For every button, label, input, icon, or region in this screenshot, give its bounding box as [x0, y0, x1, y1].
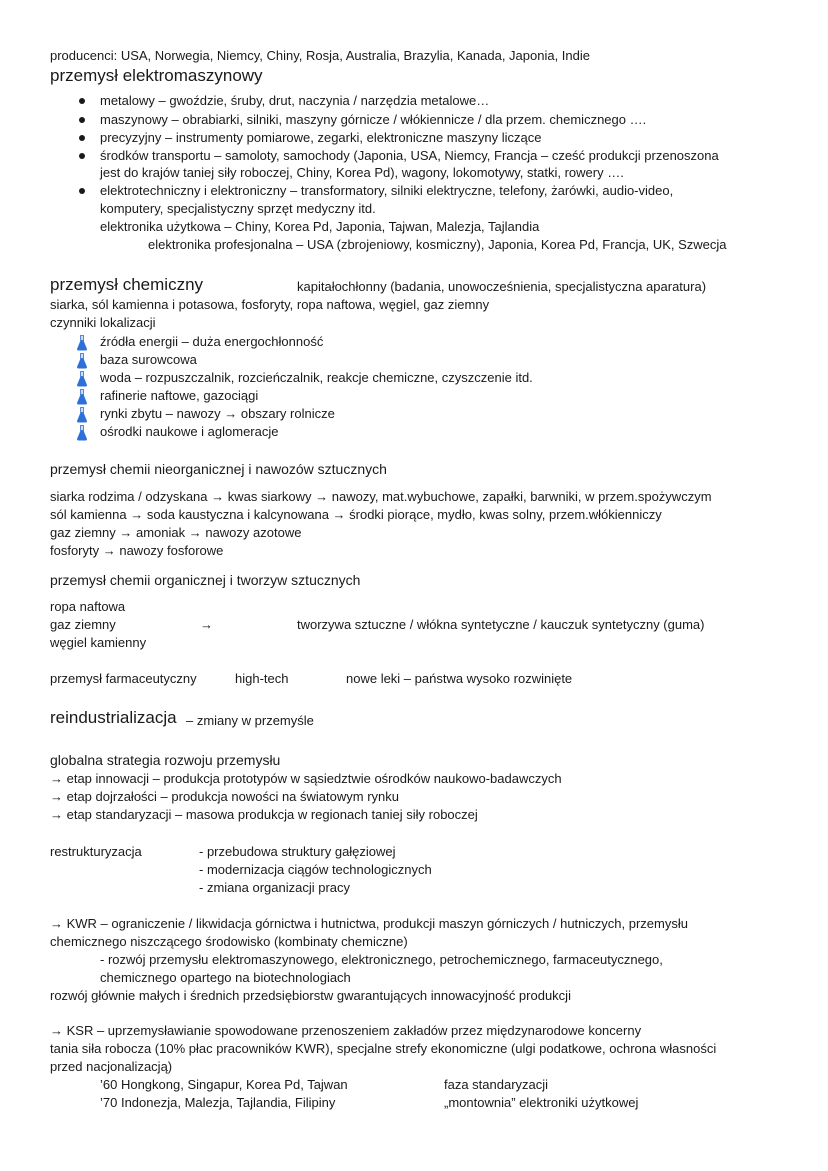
- electromech-subitem: elektronika użytkowa – Chiny, Korea Pd, Japonia, Tajwan, Malezja, Tajlandia: [100, 219, 540, 234]
- pharma-note: nowe leki – państwa wysoko rozwinięte: [346, 671, 573, 686]
- flask-icon: [76, 371, 88, 387]
- flask-icon: [76, 335, 88, 351]
- flask-icon: [76, 407, 88, 423]
- kwr-line: → KWR – ograniczenie / likwidacja górnictwa i hutnictwa, produkcji maszyn górniczych / hutniczych, przemysłu: [50, 916, 688, 931]
- factors-label: czynniki lokalizacji: [50, 315, 156, 330]
- electromech-item: metalowy – gwoździe, śruby, drut, naczynia / narzędzia metalowe…: [100, 93, 490, 108]
- restructuring-item: - modernizacja ciągów technologicznych: [199, 862, 432, 877]
- organic-input: ropa naftowa: [50, 599, 126, 614]
- ksr-row-right: faza standaryzacji: [444, 1077, 549, 1092]
- organic-arrow: →: [200, 617, 213, 632]
- ksr-row-left: ’60 Hongkong, Singapur, Korea Pd, Tajwan: [100, 1077, 348, 1092]
- ksr-line: tania siła robocza (10% płac pracowników KWR), specjalne strefy ekonomiczne (ulgi podatkowe, ochrona własności: [50, 1041, 717, 1056]
- factor-item: baza surowcowa: [100, 352, 197, 367]
- electromech-heading: przemysł elektromaszynowy: [50, 66, 263, 85]
- restructuring-item: - przebudowa struktury gałęziowej: [199, 844, 396, 859]
- kwr-line: chemicznego opartego na biotechnologiach: [100, 970, 351, 985]
- electromech-item: elektrotechniczny i elektroniczny – transformatory, silniki elektryczne, telefony, żarówki, audio-video,: [100, 183, 674, 198]
- organic-input: gaz ziemny: [50, 617, 116, 632]
- chemical-raw-materials: siarka, sól kamienna i potasowa, fosforyty, ropa naftowa, węgiel, gaz ziemny: [50, 297, 490, 312]
- organic-heading: przemysł chemii organicznej i tworzyw sztucznych: [50, 572, 361, 588]
- ksr-line: przed nacjonalizacją): [50, 1059, 173, 1074]
- chemical-note: kapitałochłonny (badania, unowocześnienia, specjalistyczna aparatura): [297, 279, 707, 294]
- organic-output: tworzywa sztuczne / włókna syntetyczne / kauczuk syntetyczny (guma): [297, 617, 705, 632]
- flask-icon: [76, 353, 88, 369]
- ksr-line: → KSR – uprzemysławianie spowodowane przenoszeniem zakładów przez międzynarodowe koncerny: [50, 1023, 642, 1038]
- pharma-tag: high-tech: [235, 671, 289, 686]
- electromech-item-cont: komputery, specjalistyczny sprzęt medyczny itd.: [100, 201, 376, 216]
- inorganic-line: siarka rodzima / odzyskana → kwas siarkowy → nawozy, mat.wybuchowe, zapałki, barwniki, w przem.spożywczym: [50, 489, 712, 504]
- kwr-line: - rozwój przemysłu elektromaszynowego, elektronicznego, petrochemicznego, farmaceutycznego,: [100, 952, 663, 967]
- organic-input: węgiel kamienny: [50, 635, 147, 650]
- inorganic-line: gaz ziemny → amoniak → nawozy azotowe: [50, 525, 302, 540]
- factor-item: rafinerie naftowe, gazociągi: [100, 388, 259, 403]
- ksr-row-right: „montownia” elektroniki użytkowej: [444, 1095, 639, 1110]
- bullet: [79, 188, 85, 194]
- reindustrialization-heading: reindustrializacja: [50, 708, 177, 727]
- strategy-heading: globalna strategia rozwoju przemysłu: [50, 752, 281, 768]
- ksr-row-left: ’70 Indonezja, Malezja, Tajlandia, Filipiny: [100, 1095, 336, 1110]
- factor-item: ośrodki naukowe i aglomeracje: [100, 424, 279, 439]
- bullet: [79, 98, 85, 104]
- electromech-item-cont: jest do krajów taniej siły roboczej, Chiny, Korea Pd), wagony, lokomotywy, statki, rowery ….: [100, 165, 624, 180]
- factor-item: rynki zbytu – nawozy → obszary rolnicze: [100, 406, 335, 421]
- restructuring-label: restrukturyzacja: [50, 844, 142, 859]
- strategy-item: → etap innowacji – produkcja prototypów w sąsiedztwie ośrodków naukowo-badawczych: [50, 771, 562, 786]
- strategy-item: → etap dojrzałości – produkcja nowości na światowym rynku: [50, 789, 399, 804]
- producers-line: producenci: USA, Norwegia, Niemcy, Chiny, Rosja, Australia, Brazylia, Kanada, Japonia, Indie: [50, 48, 591, 63]
- flask-icon: [76, 389, 88, 405]
- electromech-item: maszynowy – obrabiarki, silniki, maszyny górnicze / włókiennicze / dla przem. chemicznego ….: [100, 112, 647, 127]
- inorganic-line: sól kamienna → soda kaustyczna i kalcynowana → środki piorące, mydło, kwas solny, przem.włókienniczy: [50, 507, 662, 522]
- pharma-label: przemysł farmaceutyczny: [50, 671, 197, 686]
- restructuring-item: - zmiana organizacji pracy: [199, 880, 351, 895]
- electromech-subitem: elektronika profesjonalna – USA (zbrojeniowy, kosmiczny), Japonia, Korea Pd, Francja, UK, Szwecja: [148, 237, 727, 252]
- inorganic-heading: przemysł chemii nieorganicznej i nawozów sztucznych: [50, 461, 387, 477]
- bullet: [79, 153, 85, 159]
- bullet: [79, 135, 85, 141]
- inorganic-line: fosforyty → nawozy fosforowe: [50, 543, 224, 558]
- reindustrialization-subtitle: – zmiany w przemyśle: [186, 713, 314, 728]
- electromech-item: precyzyjny – instrumenty pomiarowe, zegarki, elektroniczne maszyny liczące: [100, 130, 542, 145]
- factor-item: źródła energii – duża energochłonność: [100, 334, 324, 349]
- electromech-item: środków transportu – samoloty, samochody (Japonia, USA, Niemcy, Francja – cześć produkcji przenoszona: [100, 148, 719, 163]
- bullet: [79, 117, 85, 123]
- chemical-heading: przemysł chemiczny: [50, 275, 204, 294]
- kwr-line: chemicznego niszczącego środowisko (kombinaty chemiczne): [50, 934, 408, 949]
- kwr-line: rozwój głównie małych i średnich przedsiębiorstw gwarantujących innowacyjność produkcji: [50, 988, 571, 1003]
- factor-item: woda – rozpuszczalnik, rozcieńczalnik, reakcje chemiczne, czyszczenie itd.: [100, 370, 533, 385]
- strategy-item: → etap standaryzacji – masowa produkcja w regionach taniej siły roboczej: [50, 807, 478, 822]
- flask-icon: [76, 425, 88, 441]
